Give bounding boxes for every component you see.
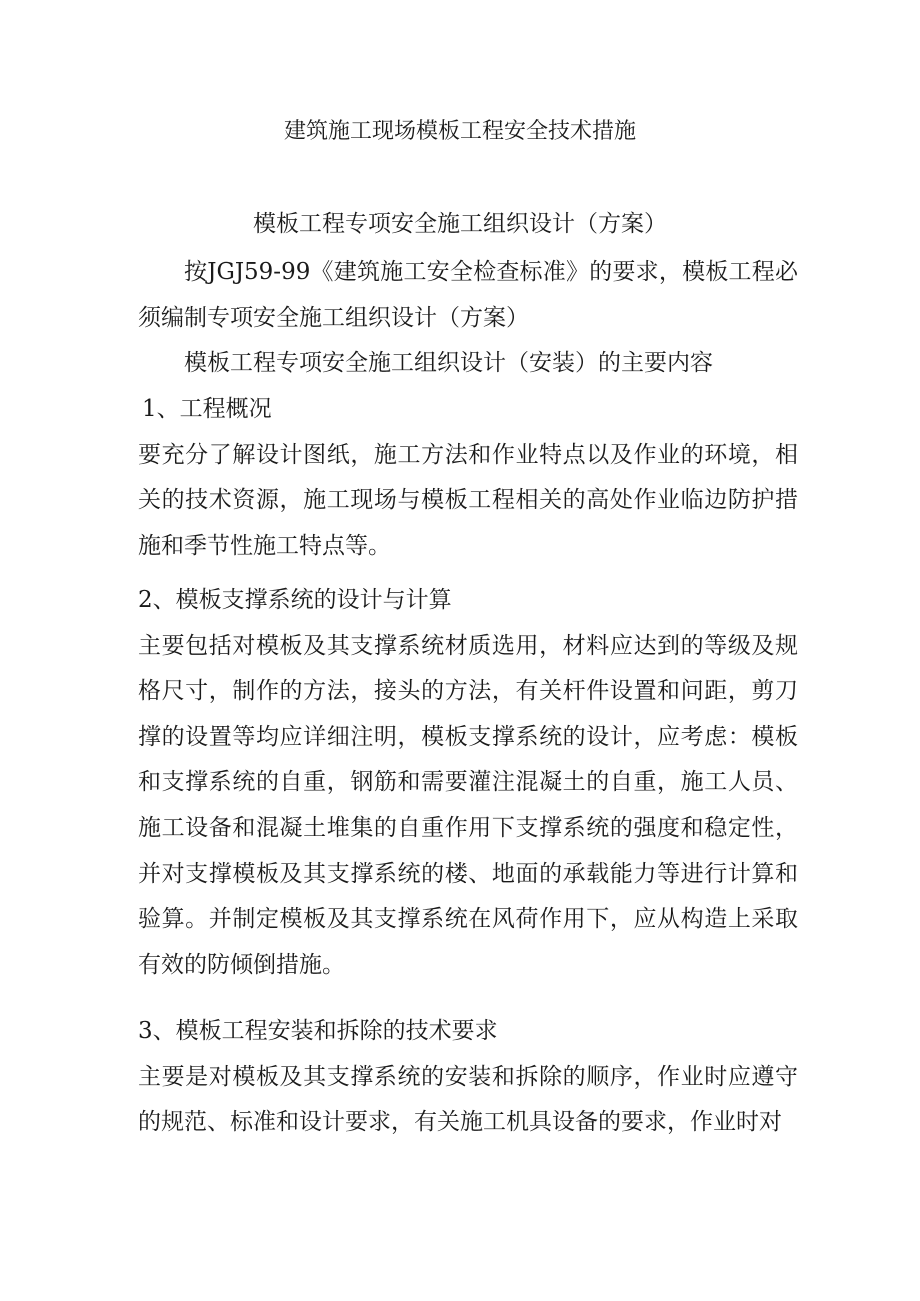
contents-heading-block: [138, 341, 798, 387]
intro-block: [138, 250, 798, 341]
section-body: 要充分了解设计图纸，施工方法和作业特点以及作业的环境，相关的技术资源，施工现场与模板工程相关的高处作业临边防护措施和季节性施工特点等。: [138, 441, 798, 559]
section-heading: 2、模板支撑系统的设计与计算: [138, 587, 452, 613]
section-1: [138, 387, 798, 569]
section-2: [138, 578, 798, 988]
contents-heading: 模板工程专项安全施工组织设计（安装）的主要内容: [184, 350, 713, 376]
section-body: 主要是对模板及其支撑系统的安装和拆除的顺序，作业时应遵守的规范、标准和设计要求，有关施工机具设备的要求，作业时对: [138, 1063, 798, 1136]
section-body: 主要包括对模板及其支撑系统材质选用，材料应达到的等级及规格尺寸，制作的方法，接头的方法，有关杆件设置和问距，剪刀撑的设置等均应详细注明，模板支撑系统的设计，应考虑：模板和支撑系统的自重，钢筋和需要灌注混凝土的自重，施工人员、施工设备和混凝土堆集的自重作用下支撑系统的强度和稳定性，并对支撑模板及其支撑系统的楼、地面的承载能力等进行计算和验算。并制定模板及其支撑系统在风荷作用下，应从构造上采取有效的防倾倒措施。: [138, 632, 798, 978]
document-subtitle: 模板工程专项安全施工组织设计（方案）: [253, 211, 667, 237]
section-3: [138, 1009, 798, 1146]
section-heading: 1、工程概况: [142, 396, 272, 422]
section-heading: 3、模板工程安装和拆除的技术要求: [138, 1018, 498, 1044]
intro-paragraph: 按JGJ59-99《建筑施工安全检查标准》的要求，模板工程必须编制专项安全施工组织设计（方案）: [138, 259, 798, 331]
document-title: 建筑施工现场模板工程安全技术措施: [283, 119, 636, 144]
